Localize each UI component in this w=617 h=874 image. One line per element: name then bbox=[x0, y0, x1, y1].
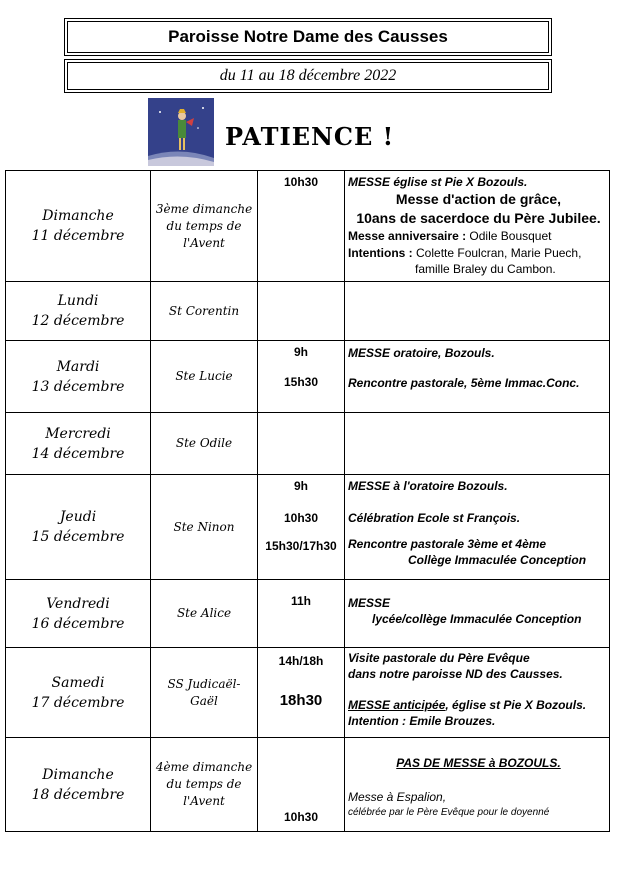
event-info: famille Braley du Cambon. bbox=[415, 262, 556, 276]
day-name: Dimanche bbox=[42, 766, 114, 783]
table-row bbox=[6, 282, 610, 341]
event-info bbox=[348, 245, 609, 261]
event-info: MESSE église st Pie X Bozouls. bbox=[348, 175, 528, 189]
event-info: PAS DE MESSE à BOZOULS. bbox=[396, 756, 561, 770]
event-info: célébrée par le Père Evêque pour le doyenné bbox=[348, 807, 550, 818]
parish-title-box bbox=[64, 18, 552, 56]
date-range: du 11 au 18 décembre 2022 bbox=[67, 62, 549, 90]
day-date: 13 décembre bbox=[31, 378, 125, 395]
day-date: 18 décembre bbox=[31, 786, 125, 803]
event-info: MESSE bbox=[348, 596, 391, 610]
info-value: Odile Bousquet bbox=[469, 229, 552, 243]
little-prince-illustration bbox=[148, 98, 214, 166]
parish-title: Paroisse Notre Dame des Causses bbox=[67, 21, 549, 53]
info-label: Messe anniversaire : bbox=[348, 229, 467, 243]
day-name: Mercredi bbox=[45, 425, 111, 442]
event-info bbox=[348, 228, 609, 245]
saint-name: St Corentin bbox=[151, 282, 258, 341]
saint-name: Ste Odile bbox=[151, 413, 258, 475]
event-info: Messe d'action de grâce, bbox=[395, 191, 562, 207]
liturgical-label: du temps de bbox=[166, 218, 242, 233]
event-time: 10h30 bbox=[283, 511, 319, 525]
day-name: Jeudi bbox=[59, 509, 97, 525]
event-info: Collège Immaculée Conception bbox=[408, 553, 587, 567]
day-name: Vendredi bbox=[46, 595, 110, 612]
event-info: dans notre paroisse ND des Causses. bbox=[348, 667, 563, 681]
info-label: Intentions : bbox=[348, 246, 413, 260]
event-time: 10h30 bbox=[283, 810, 319, 824]
date-range-box bbox=[64, 59, 552, 93]
day-date: 17 décembre bbox=[31, 694, 125, 711]
event-info: lycée/collège Immaculée Conception bbox=[372, 612, 582, 626]
liturgical-label: du temps de bbox=[166, 777, 242, 791]
info-value: Colette Foulcran, Marie Puech, bbox=[416, 246, 582, 260]
liturgical-label: 4ème dimanche bbox=[155, 760, 253, 774]
day-date: 15 décembre bbox=[31, 529, 125, 545]
day-name: Lundi bbox=[57, 293, 99, 309]
liturgical-label: l'Avent bbox=[183, 794, 225, 808]
event-time: 14h/18h bbox=[278, 654, 324, 668]
table-row bbox=[6, 171, 610, 282]
info-rest: , église st Pie X Bozouls. bbox=[445, 698, 587, 712]
event-info: 10ans de sacerdoce du Père Jubilee. bbox=[356, 210, 601, 226]
saint-name: Gaël bbox=[190, 693, 218, 708]
event-info bbox=[348, 681, 609, 712]
theme-heading: PATIENCE ! bbox=[225, 122, 395, 151]
liturgical-label: l'Avent bbox=[183, 235, 225, 250]
saint-name: Ste Alice bbox=[151, 580, 258, 648]
day-date: 14 décembre bbox=[31, 445, 125, 462]
event-info: Messe à Espalion, bbox=[348, 790, 447, 804]
event-time: 9h bbox=[293, 345, 308, 359]
event-info: Visite pastorale du Père Evêque bbox=[348, 651, 530, 665]
table-row bbox=[6, 738, 610, 832]
event-time: 15h30/17h30 bbox=[265, 539, 337, 553]
event-info: Rencontre pastorale 3ème et 4ème bbox=[348, 537, 547, 551]
event-info: Célébration Ecole st François. bbox=[348, 511, 521, 525]
event-info: Intention : Emile Brouzes. bbox=[348, 714, 496, 728]
saint-name: SS Judicaël- bbox=[167, 676, 241, 691]
saint-name: Ste Ninon bbox=[151, 475, 258, 580]
info-underlined: MESSE anticipée bbox=[348, 698, 446, 712]
event-time: 9h bbox=[293, 479, 308, 493]
event-info: Rencontre pastorale, 5ème Immac.Conc. bbox=[348, 376, 580, 390]
table-row bbox=[6, 648, 610, 738]
day-name: Dimanche bbox=[42, 208, 114, 224]
event-time: 10h30 bbox=[283, 175, 319, 189]
day-date: 11 décembre bbox=[31, 228, 125, 244]
event-time: 11h bbox=[290, 594, 311, 608]
event-info: MESSE oratoire, Bozouls. bbox=[348, 346, 495, 360]
schedule-table bbox=[5, 170, 610, 832]
saint-name: Ste Lucie bbox=[151, 341, 258, 413]
event-time: 15h30 bbox=[283, 375, 319, 389]
day-name: Mardi bbox=[56, 358, 100, 375]
event-time: 18h30 bbox=[279, 692, 323, 709]
table-row bbox=[6, 475, 610, 580]
day-date: 16 décembre bbox=[31, 615, 125, 632]
table-row bbox=[6, 341, 610, 413]
event-info: MESSE à l'oratoire Bozouls. bbox=[348, 479, 508, 493]
table-row bbox=[6, 580, 610, 648]
day-date: 12 décembre bbox=[31, 313, 125, 329]
day-name: Samedi bbox=[51, 674, 105, 691]
liturgical-label: 3ème dimanche bbox=[155, 201, 253, 216]
table-row bbox=[6, 413, 610, 475]
